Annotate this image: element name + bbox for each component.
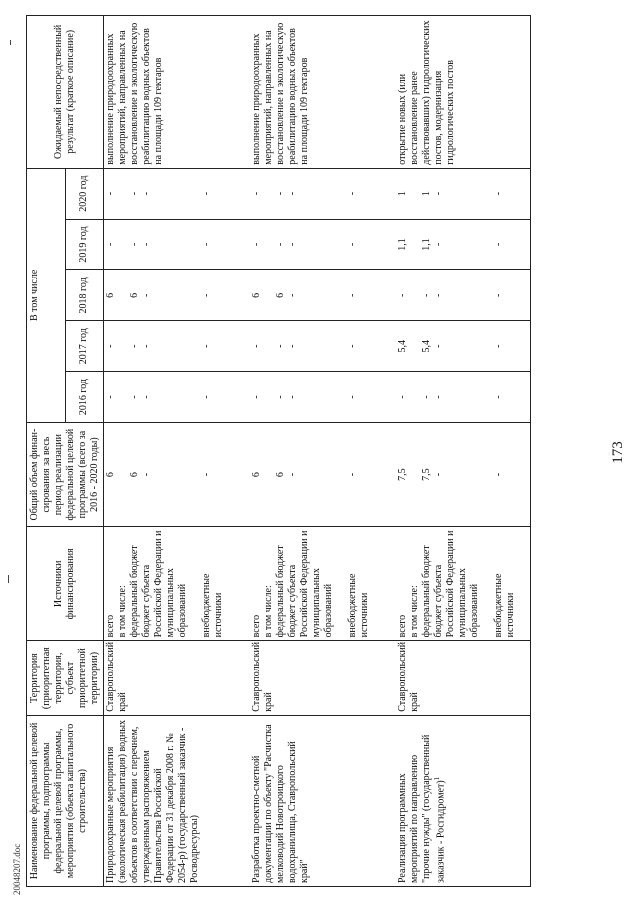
value: - <box>275 242 286 247</box>
source-label: федеральный бюджет <box>421 545 432 638</box>
year-value-cell-2020 <box>396 168 531 219</box>
value: - <box>141 395 152 399</box>
value: - <box>105 242 116 247</box>
source-label: в том числе: <box>117 585 128 638</box>
year-value-cell-2017 <box>396 321 531 372</box>
value: - <box>287 242 298 247</box>
value: - <box>105 395 116 399</box>
source-label: всего <box>105 614 116 638</box>
value: 6 <box>275 292 286 298</box>
value: - <box>129 395 140 399</box>
value <box>117 223 129 267</box>
value: - <box>433 191 444 196</box>
source-label: внебюджетные источники <box>201 573 224 638</box>
source-label: всего <box>397 614 408 638</box>
value: - <box>201 293 212 298</box>
gap-cell <box>384 16 396 169</box>
value: - <box>275 344 286 348</box>
measure-name-text: Реализация программных мероприятий по направлению "прочие нужды" (государственный заказчик - Росгидромет) <box>397 734 447 883</box>
value <box>117 324 129 368</box>
header-year-2020: 2020 год <box>65 168 104 219</box>
value: - <box>141 344 152 348</box>
value: - <box>397 395 408 399</box>
header-year-2016: 2016 год <box>65 372 104 423</box>
row-gap <box>384 16 396 887</box>
year-value-cell-2019 <box>396 219 531 270</box>
gap-cell <box>238 641 250 715</box>
source-label: в том числе: <box>263 585 274 638</box>
gap-cell <box>238 423 250 527</box>
gap-cell <box>238 372 250 423</box>
source-label: бюджет субъекта Российской Федерации и муниципальных образований <box>287 530 334 638</box>
value: - <box>347 191 358 196</box>
value: - <box>201 344 212 348</box>
value: - <box>201 395 212 399</box>
source-label: в том числе: <box>409 585 420 638</box>
value: 5,4 <box>397 339 408 353</box>
measure-name-text: Природоохранные мероприятия (экологическая реабилитация) водных объектов в соответствии с перечнем, утвержденным распоряжением Правительства Российской Федерации от 31 декабря 2008 г. № 2054-р) (государственный заказчик - Росводресурсы) <box>105 719 200 883</box>
value: 5,4 <box>421 339 432 353</box>
year-value-cell-2019 <box>104 219 239 270</box>
year-value-cell-2020 <box>250 168 384 219</box>
table-row <box>396 16 531 887</box>
value <box>409 223 421 267</box>
header-year-2019: 2019 год <box>65 219 104 270</box>
value: - <box>433 344 444 348</box>
expected-result: открытие новых (или восстановление ранее действовавших) гидрологических постов, модернизация гидрологических постов <box>396 16 531 169</box>
value: - <box>433 395 444 399</box>
value <box>409 375 421 419</box>
value: 6 <box>129 292 140 298</box>
value: - <box>141 242 152 247</box>
value <box>263 426 275 523</box>
value <box>263 172 275 216</box>
value: - <box>287 395 298 399</box>
value: - <box>433 242 444 247</box>
gap-cell <box>238 270 250 321</box>
value: - <box>287 191 298 196</box>
header-total: Общий объем финан- сирования за весь период реализации федеральной целевой программы (всего за 2016 - 2020 годы) <box>27 423 104 527</box>
value: - <box>251 344 262 348</box>
value: 7,5 <box>421 468 432 481</box>
value <box>117 172 129 216</box>
margin-mark <box>10 40 11 45</box>
value: - <box>141 191 152 196</box>
header-result: Ожидаемый непосредственный результат (краткое описание) <box>27 16 104 169</box>
source-label: внебюджетные источники <box>347 573 370 638</box>
margin-mark <box>8 575 9 583</box>
table-row <box>250 16 384 887</box>
value: - <box>493 242 504 247</box>
value: - <box>347 472 358 477</box>
gap-cell <box>384 270 396 321</box>
value: - <box>129 344 140 348</box>
year-value-cell-2017 <box>250 321 384 372</box>
value: - <box>141 293 152 298</box>
value <box>117 375 129 419</box>
gap-cell <box>384 372 396 423</box>
gap-cell <box>384 321 396 372</box>
value: - <box>105 344 116 348</box>
value: - <box>287 344 298 348</box>
value: 1 <box>397 191 408 197</box>
value: - <box>129 191 140 196</box>
funding-sources <box>396 527 531 641</box>
value: 6 <box>275 472 286 478</box>
value <box>117 273 129 317</box>
page-number: 173 <box>610 441 626 464</box>
gap-cell <box>384 641 396 715</box>
value: 1,1 <box>397 238 408 251</box>
value: 1,1 <box>421 238 432 251</box>
year-value-cell-2017 <box>104 321 239 372</box>
year-value-cell-2020 <box>104 168 239 219</box>
value: - <box>201 242 212 247</box>
value: - <box>347 395 358 399</box>
value <box>117 426 129 523</box>
gap-cell <box>238 168 250 219</box>
measure-name-text: Разработка проектно-сметной документации по объекту "Расчистка мелководий Новотроицкого водохранилища, Ставропольский край" <box>251 724 310 883</box>
value: - <box>251 191 262 196</box>
value <box>263 273 275 317</box>
value: - <box>275 191 286 196</box>
header-territory: Территория (приоритетная территория, субъект приоритетной территории) <box>27 641 104 715</box>
value: - <box>141 472 152 477</box>
value: - <box>493 472 504 477</box>
gap-cell <box>238 219 250 270</box>
value: - <box>251 395 262 399</box>
header-year-2017: 2017 год <box>65 321 104 372</box>
value: - <box>347 293 358 298</box>
financing-table <box>26 15 531 887</box>
gap-cell <box>238 715 250 886</box>
gap-cell <box>384 423 396 527</box>
source-label: всего <box>251 614 262 638</box>
value: 7,5 <box>397 468 408 481</box>
header-sources: Источники финансирования <box>27 527 104 641</box>
value: - <box>275 395 286 399</box>
year-value-cell-2019 <box>250 219 384 270</box>
value <box>409 324 421 368</box>
value: - <box>493 395 504 399</box>
value: 6 <box>251 472 262 478</box>
value <box>263 223 275 267</box>
gap-cell <box>384 168 396 219</box>
row-gap <box>238 16 250 887</box>
gap-cell <box>384 715 396 886</box>
value <box>409 172 421 216</box>
year-value-cell-2018 <box>250 270 384 321</box>
year-value-cell-2018 <box>104 270 239 321</box>
year-value-cell-2016 <box>396 372 531 423</box>
value: - <box>493 344 504 348</box>
source-label: федеральный бюджет <box>129 545 140 638</box>
value: - <box>421 293 432 298</box>
source-label: федеральный бюджет <box>275 545 286 638</box>
value: - <box>251 242 262 247</box>
year-value-cell-2016 <box>104 372 239 423</box>
header-including: В том числе <box>27 168 66 422</box>
value: - <box>493 293 504 298</box>
value: 6 <box>105 472 116 478</box>
header-year-2018: 2018 год <box>65 270 104 321</box>
total-value-cell <box>250 423 384 527</box>
value: - <box>105 191 116 196</box>
expected-result: выполнение природоохранных мероприятий, направленных на восстановление и экологическую реабилитацию водных объектов на площади 109 гектаров <box>104 16 239 169</box>
value: - <box>201 472 212 477</box>
gap-cell <box>384 219 396 270</box>
territory: Ставропольский край <box>250 641 384 715</box>
funding-sources <box>104 527 239 641</box>
value: 6 <box>105 292 116 298</box>
value: - <box>493 191 504 196</box>
value: - <box>201 191 212 196</box>
value: - <box>129 242 140 247</box>
measure-name <box>104 715 239 886</box>
document-code: 20048207.doc <box>12 843 22 895</box>
footnote-mark: 1 <box>433 776 441 781</box>
value: - <box>287 293 298 298</box>
gap-cell <box>238 16 250 169</box>
gap-cell <box>238 321 250 372</box>
expected-result: выполнение природоохранных мероприятий, направленных на восстановление и экологическую реабилитацию водных объектов на площади 109 гектаров <box>250 16 384 169</box>
value: 6 <box>251 292 262 298</box>
gap-cell <box>384 527 396 641</box>
value: 1 <box>421 191 432 197</box>
value <box>409 426 421 523</box>
value: - <box>433 293 444 298</box>
value: - <box>421 395 432 399</box>
measure-name <box>250 715 384 886</box>
gap-cell <box>238 527 250 641</box>
table-row <box>104 16 239 887</box>
value <box>263 375 275 419</box>
source-label: бюджет субъекта Российской Федерации и муниципальных образований <box>433 530 480 638</box>
value: - <box>347 344 358 348</box>
source-label: внебюджетные источники <box>493 573 516 638</box>
header-name: Наименование федеральной целевой программы, подпрограммы федеральной целевой программы, мероприятия (объекта капитального строительства) <box>27 715 104 886</box>
value <box>409 273 421 317</box>
value: - <box>347 242 358 247</box>
funding-sources <box>250 527 384 641</box>
source-label: бюджет субъекта Российской Федерации и муниципальных образований <box>141 530 188 638</box>
value: 6 <box>129 472 140 478</box>
year-value-cell-2016 <box>250 372 384 423</box>
value: - <box>287 472 298 477</box>
total-value-cell <box>104 423 239 527</box>
year-value-cell-2018 <box>396 270 531 321</box>
value: - <box>433 472 444 477</box>
value: - <box>397 293 408 298</box>
total-value-cell <box>396 423 531 527</box>
territory: Ставропольский край <box>396 641 531 715</box>
territory: Ставропольский край <box>104 641 239 715</box>
value <box>263 324 275 368</box>
measure-name <box>396 715 531 886</box>
